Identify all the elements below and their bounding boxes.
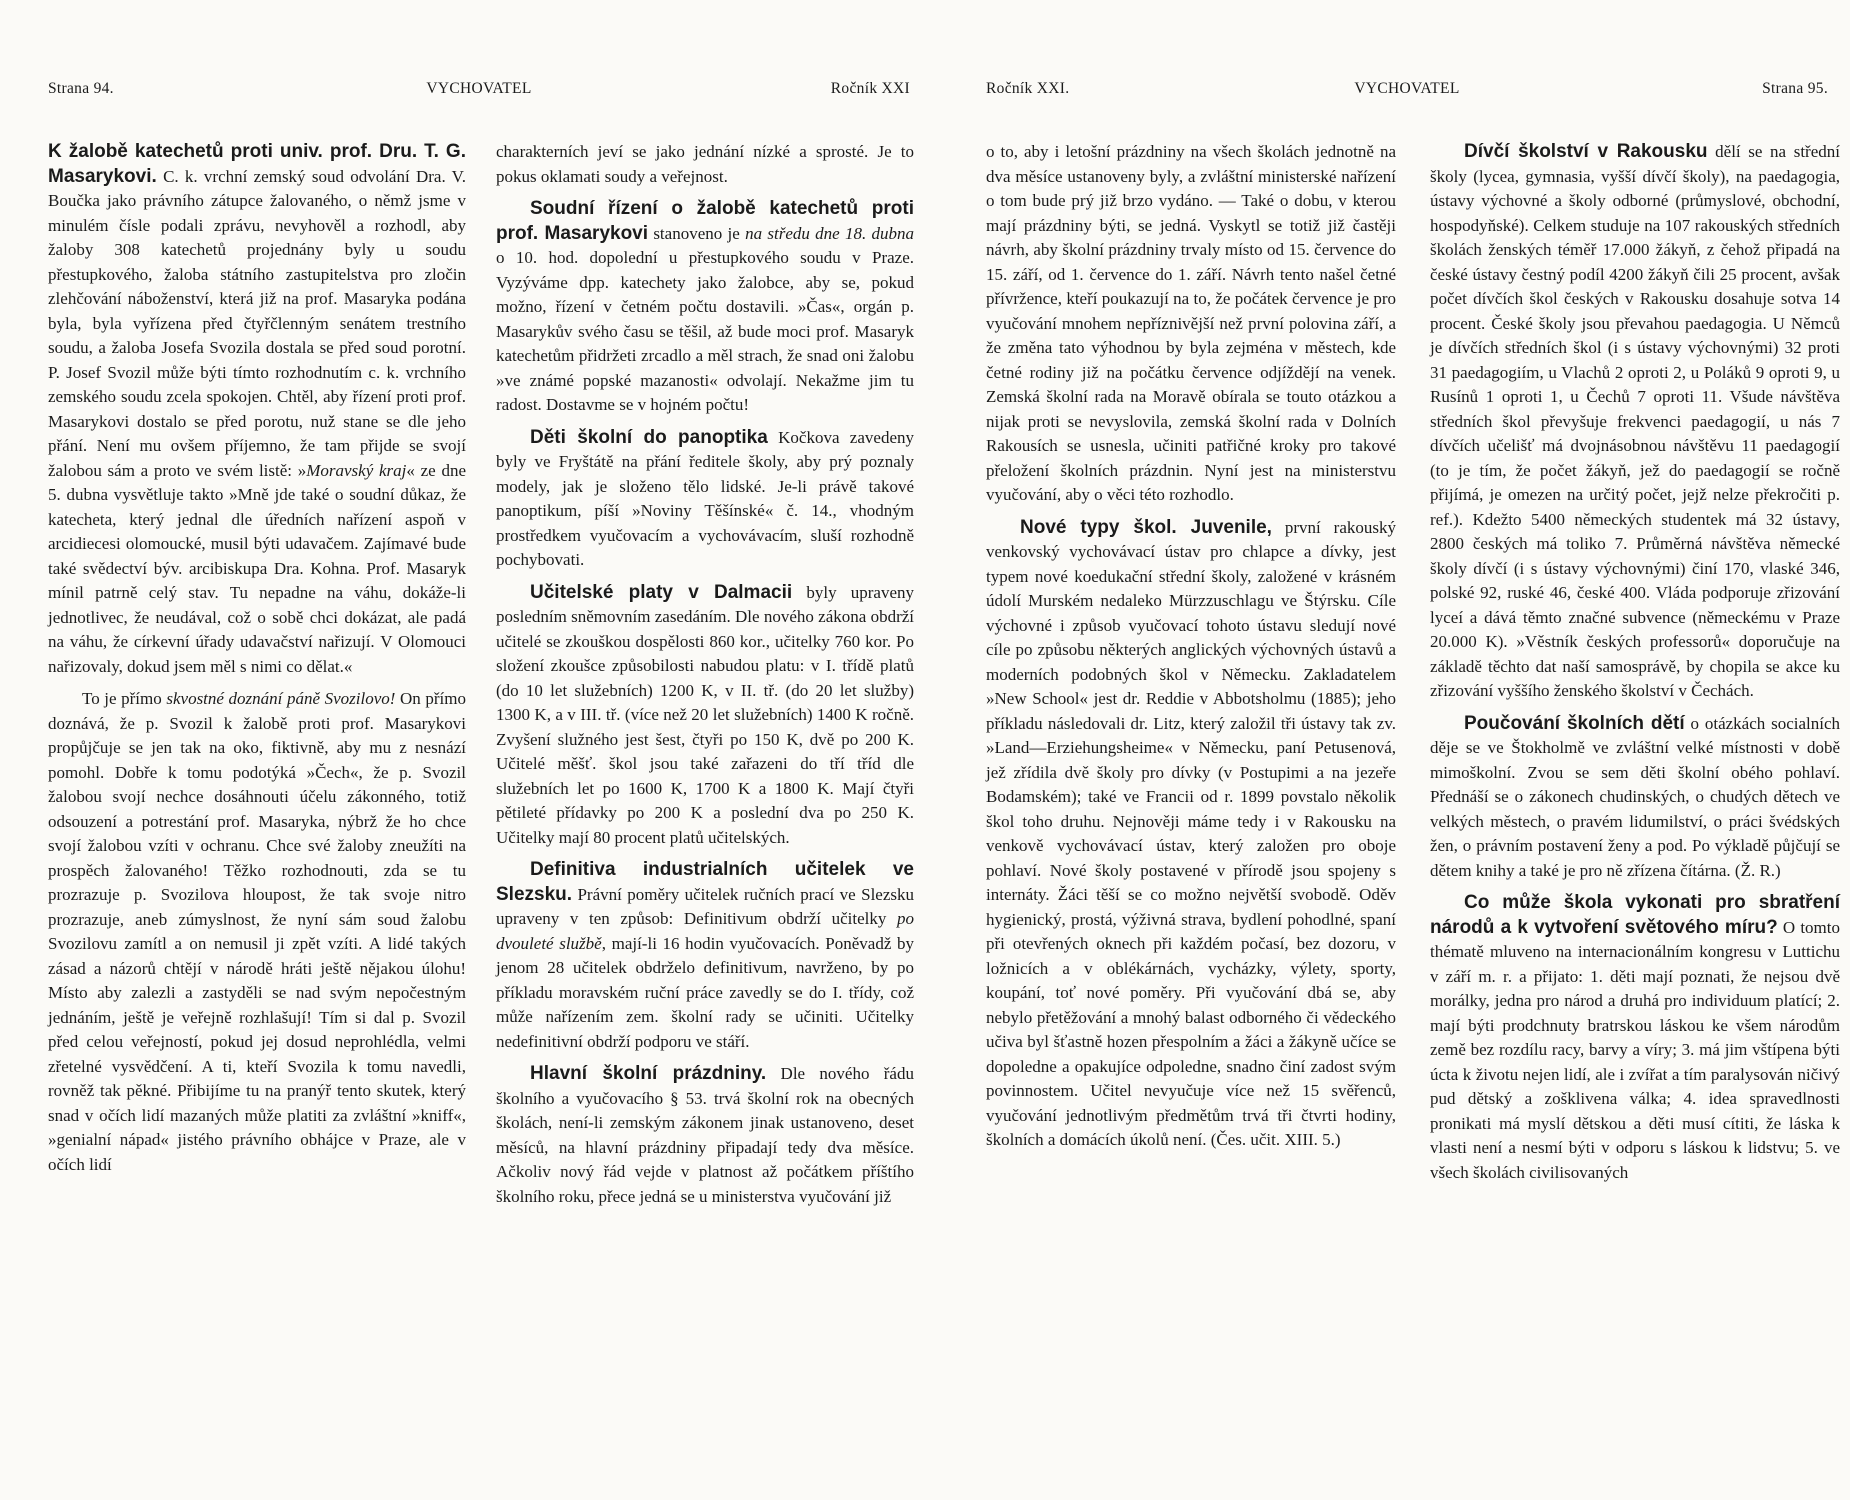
article-heading: Děti školní do panoptika bbox=[530, 426, 768, 448]
article-text: « ze dne 5. dubna vysvětluje takto »Mně jde také o soudní důkaz, že katecheta, který jednal dle úředních nařízení aspoň v arcidiecesi olomoucké, musil býti udavačem. Zajímavé bude také svědectví býv. arcibiskupa Dra. Kohna. Prof. Masaryk mínil patrně celý stav. Tu nepadne na váhu, dokáže-li jednotlivec, že neudával, což o sobě chci dokázat, ale padá na váhu, že církevní úřady udavačství nařizují. V Olomouci nařizovaly, dokud jsem měl s nimi co dělat.« bbox=[48, 460, 466, 676]
article-text: O tomto thématě mluveno na internacionálním kongresu v Luttichu v září m. r. a přijato: 1. děti mají poznati, že nejsou dvě morálky, jedna pro národ a druhá pro individuum platící; 2. mají býti prodchnuty bratrskou láskou ke všem národům země bez rozdílu racy, barvy a víry; 3. má jim vštípena býti úcta k životu nejen lidí, ale i zvířat a tím paralysován ničivý pud dětský a zošklivena válka; 4. idea spravedlnosti pronikati má myslí dětskou a děti musí cítiti, že láska k vlasti není a nesmí býti v odporu s láskou k lidstvu; 5. ve všech školách civilisovaných bbox=[1430, 917, 1840, 1182]
article-panoptikum bbox=[496, 426, 914, 573]
article-text: první rakouský venkovský vychovávací ústav pro chlapce a dívky, jest typem nové koedukační střední školy, založené v krásném údolí Murském nedaleko Mürzzuschlagu ve Štýrsku. Cíle výchovné i způsob vyučovací tohoto ústavu sledují nové cíle po způsobu některých anglických výchovných ústavů a moderních podobných škol v Německu. Zakladatelem »New School« jest dr. Reddie v Abbotsholmu (1885); jeho příkladu následovali dr. Litz, který založil tři ústavy tak zv. »Land—Erziehungsheime« v Německu, paní Petusenová, jež zřídila dvě školy pro dívky (v Postupimi a na jezeře Bodamském); také ve Francii od r. 1899 povstalo několik škol toho druhu. Nejnověji máme tedy i v Rakousku na venkově vychovávací ústav, který založen pro oboje pohlaví. Nové školy postavené v přírodě jsou spojeny s internáty. Žáci těší se co možno největší svobodě. Oděv hygienický, prostá, výživná strava, bydlení pohodlné, spaní při otevřených oknech při každém počasí, bez dozoru, v ložnicích a v oblékárnách, vycházky, výlety, sporty, koupání, toť nové poměry. Při vyučování dbá se, aby nebylo přetěžování a mnohý balast odborného či vědeckého učiva byl šťastně hozen přespolním a žáci a žákyně učíce se dopoledne a opakujíce odpoledne, snadno činí zadost svým povinnostem. Učitel nevyučuje více než 15 svěřenců, vyučování jednotlivým předmětům trvá tři čtvrti hodiny, školních a domácích úkolů není. (Čes. učit. XIII. 5.) bbox=[986, 517, 1396, 1149]
article-italic: po dvouleté službě bbox=[496, 909, 914, 953]
right-column-2 bbox=[1430, 140, 1840, 1193]
page-number: Strana 95. bbox=[1762, 80, 1828, 97]
article-heading: Co může škola vykonati pro sbratření národů a k vytvoření světového míru? bbox=[1430, 892, 1840, 938]
left-running-head bbox=[48, 80, 910, 104]
article-heading: Dívčí školství v Rakousku bbox=[1464, 141, 1708, 162]
article-text: dělí se na střední školy (lycea, gymnasia, vyšší dívčí školy), na paedagogia, ústavy výchovné a školy odborné (průmyslové, obchodní, hospodyňské). Celkem studuje na 107 rakouských středních školách ženských téměř 17.000 žákyň, z čehož připadá na české ústavy čestný podíl 4200 žákyň čili 25 procent, avšak počet dívčích škol českých v Rakousku dosahuje sotva 14 procent. České školy jsou převahou paedagogia. U Němců je dívčích středních škol (i s ústavy výchovnými) 32 proti 31 paedagogiím, u Vlachů 2 oproti 2, u Poláků 9 oproti 9, u Rusínů 1 oproti 1, u Čechů 7 oproti 11. Všude návštěva středních škol převyšuje frekvenci paedagogií, u nás 7 dívčích učelišť má dvojnásobnou návštěvu 11 paedagogií (to je tím, že počet žákyň, jež do paedagogií se ročně přijímá, je omezen na určitý počet, jejž nelze překročiti p. ref.). Kdežto 5400 německých studentek má 32 ústavy, 2800 českých má toliko 7. Průměrná návštěva německé školy dívčí (i s ústavy výchovnými) činí 170, vlaské 346, polské 92, ruské 46, české 400. Vláda podporuje zřizování lyceí a dává těmto značné subvence (německému v Praze 20.000 K). »Věstník českých professorů« doporučuje na základě těchto dat naší samosprávě, by chopila se akce ku zřizování vyššího ženského školství v Čechách. bbox=[1430, 142, 1840, 700]
article-italic: Moravský kraj bbox=[306, 460, 407, 480]
article-text: charakterních jeví se jako jednání nízké a sprosté. Je to pokus oklamati soudy a veřejnost. bbox=[496, 142, 914, 186]
article-text: byly upraveny posledním sněmovním zasedáním. Dle nového zákona obdrží učitelé se zkouškou dospělosti 860 kor., učitelky 760 kor. Po složení zkoušce způsobilosti nabudou platu: v I. třídě platů (do 10 let služebních) 1200 K, v II. tř. (do 20 let služby) 1300 K, a v III. tř. (více než 20 let služebních) 1400 K ročně. Zvyšení služného jest šest, čtyři po 150 K, dvě po 200 K. Učitelé měšť. škol jsou také zařazeni do tří tříd dle služebních let po 1600 K, 1700 K a 1800 K. Mají čtyři pětileté přídavky po 200 K a poslední dva po 250 K. Učitelky mají 80 procent platů učitelských. bbox=[496, 582, 915, 847]
article-dalmatia-salaries bbox=[496, 581, 914, 851]
volume-label: Ročník XXI. bbox=[986, 80, 1070, 97]
page-number: Strana 94. bbox=[48, 80, 114, 97]
article-silesia-teachers bbox=[496, 858, 914, 1054]
volume-label: Ročník XXI bbox=[830, 80, 910, 97]
left-column-2 bbox=[496, 140, 914, 1217]
article-new-school-types bbox=[986, 516, 1396, 1153]
left-column-1 bbox=[48, 140, 466, 1185]
right-running-head bbox=[986, 80, 1828, 104]
article-heading: Nové typy škol. Juvenile, bbox=[1020, 516, 1272, 538]
article-svozil-confession bbox=[48, 687, 466, 1177]
journal-title: VYCHOVATEL bbox=[426, 80, 532, 97]
article-continuation bbox=[496, 140, 914, 189]
article-text: o to, aby i letošní prázdniny na všech školách jednotně na dva měsíce ustanoveny byly, a zvláštní ministerské nařízení o tom bude prý již brzo vydáno. — Také o dobu, v kterou mají prázdniny býti, se jedná. Vyskytl se totiž již častěji návrh, aby školní prázdniny trvaly místo od 15. července do 15. září, od 1. července do 1. září. Návrh tento našel četné přívržence, kteří poukazují na to, že počátek července je pro vyučování mnohem nepříznivější než první polovina září, a že změna tato výhodnou by byla zejména v městech, kde četné rodiny již na počátku července odjíždějí na venek. Zemská školní rada na Moravě obírala se touto otázkou a nijak proti se nevyslovila, zemská školní rada v Dolních Rakousích se usnesla, učiniti patřičné kroky pro takové přeložení školních prázdnin. Nyní jest na ministerstvu vyučování, aby o věci této rozhodlo. bbox=[986, 142, 1396, 504]
article-text: On přímo doznává, že p. Svozil k žalobě proti prof. Masarykovi propůjčuje se jen tak na oko, fiktivně, aby mu z nesnází pomohl. Dobře k tomu podotýká »Čech«, že p. Svozil žalobou svojí nechce dosáhnouti účelu zákonného, totiž odsouzení a potrestání prof. Masaryka, nýbrž že ho chce svojí žalobou vzíti v ochranu. Chce své žaloby zneužíti na prospěch žalovaného! Těžko rozhodnouti, zda se tu prozrazuje p. Svozilova hloupost, že tak svoje nitro prozrazuje, aneb zúmyslnost, že nyní sám soud žalobu Svozilovu zamítl a on nemusil ji zpět vzíti. A lidé takých zásad a názorů chtějí v národě hráti ještě nějakou úlohu! Místo aby zalezli a zastyděli se nad svým nepočestným jednáním, ještě je veřejně rozhlašují! Tím si dal p. Svozil před celou veřejností, pokud jej dosud neprohlédla, velmi zřetelné vysvědčení. A ti, kteří Svozila k tomu navedli, rovněž tak pěkné. Přibijíme tu na pranýř tento skutek, který snad v očích lidí mazaných může platiti za zvláštní »kniff«, »genialní nápad« jistého právního obhájce v Praze, ale v očích lidí bbox=[48, 689, 467, 1174]
article-text: o 10. hod. dopolední u přestupkového soudu v Praze. Vyzýváme dpp. katechety jako žalobce, aby se, pokud možno, řízení v četném počtu dostavili. »Čas«, orgán p. Masarykův svého času se těšil, až bude moci prof. Masaryk katechetům přidržeti zrcadlo a měl strach, že snad oni žalobu »ve známé popské mazanosti« odvolají. Nekažme jim tu radost. Dostavme se v hojném počtu! bbox=[496, 248, 914, 414]
article-heading: K žalobě katechetů proti univ. prof. Dru. T. G. Masarykovi. bbox=[48, 141, 466, 187]
article-holidays-continuation bbox=[986, 140, 1396, 508]
article-text: Kočkova zavedeny byly ve Fryštátě na přání ředitele školy, aby prý poznaly modely, jak je složeno tělo lidské. Je-li právě takové panoptikum, píší »Noviny Těšínské« č. 14., vhodným prostředkem vyučovacím a vychovávacím, sluší rozhodně pochybovati. bbox=[496, 427, 914, 569]
article-text: Právní poměry učitelek ručních prací ve Slezsku upraveny v ten způsob: Definitivum obdrží učitelky bbox=[496, 884, 914, 928]
left-page bbox=[30, 0, 915, 1500]
right-column-1 bbox=[986, 140, 1396, 1161]
article-heading: Hlavní školní prázdniny. bbox=[530, 1063, 767, 1084]
article-court-hearing bbox=[496, 197, 914, 418]
article-heading: Definitiva industrialních učitelek ve Slezsku. bbox=[496, 859, 914, 905]
article-masaryk-lawsuit bbox=[48, 140, 466, 679]
article-text: o otázkách socialních děje se ve Štokholmě ve zvláštní velké místnosti v době mimoškolní. Zvou se sem děti školní obého pohlaví. Přednáší se o zákonech chudinských, o chudých dětech ve velkých městech, o pravém lidumilství, o práci švédských žen, o právním postavení ženy a pod. Po výkladě půjčují se dětem knihy a také je pro ně zřízena čítárna. (Ž. R.) bbox=[1430, 713, 1841, 880]
article-social-education bbox=[1430, 712, 1840, 884]
article-heading: Učitelské platy v Dalmacii bbox=[530, 581, 793, 603]
article-text: Dle nového řádu školního a vyučovacího § 53. trvá školní rok na obecných školách, není-li zemským zákonem jinak ustanoveno, deset měsíců, na hlavní prázdniny připadají tedy dva měsíce. Ačkoliv nový řád vejde v platnost až počátkem příštího školního roku, přece jedná se u ministerstva vyučování již bbox=[496, 1064, 914, 1206]
article-text: To je přímo bbox=[82, 689, 167, 708]
article-italic: skvostné doznání páně Svozilovo! bbox=[166, 689, 396, 708]
article-text: C. k. vrchní zemský soud odvolání Dra. V. Boučka jako právního zátupce žalovaného, o němž jsme v minulém čísle podali zprávu, nevyhověl a rozhodl, aby žaloby 308 katechetů projednány byly u soudu přestupkového, žaloba státního zastupitelstva pro zločin zlehčování náboženství, která již na prof. Masaryka podána byla, byla vyřízena před čtyřčlenným senátem trestního soudu, a žaloba Josefa Svozila dostala se před soud porotní. P. Josef Svozil může býti tímto rozhodnutím c. k. vrchního zemského soudu zcela spokojen. Chtěl, aby řízení proti prof. Masarykovi dostalo se před porotu, nuž stane se dle jeho přání. Není mu ovšem příjemno, že tam přijde se svojí žalobou sám a proto ve svém listě: » bbox=[48, 166, 466, 480]
article-school-holidays bbox=[496, 1062, 914, 1209]
article-italic: na středu dne 18. dubna bbox=[745, 223, 914, 243]
right-page bbox=[968, 0, 1841, 1500]
article-text: , mají-li 16 hodin vyučovacích. Poněvadž by jenom 28 učitelek obdrželo definitivum, navrženo, by po příkladu moravském ruční práce zavedly se do I. třídy, což může nařízením zem. školní rady se učiniti. Učitelky nedefinitivní obdrží podporu ve stáří. bbox=[496, 933, 914, 1051]
article-world-peace bbox=[1430, 891, 1840, 1185]
journal-title: VYCHOVATEL bbox=[1354, 80, 1460, 97]
article-girls-schools bbox=[1430, 140, 1840, 704]
article-heading: Poučování školních dětí bbox=[1464, 712, 1685, 734]
article-text: stanoveno je bbox=[648, 223, 746, 243]
article-heading: Soudní řízení o žalobě katechetů proti prof. Masarykovi bbox=[496, 198, 914, 244]
